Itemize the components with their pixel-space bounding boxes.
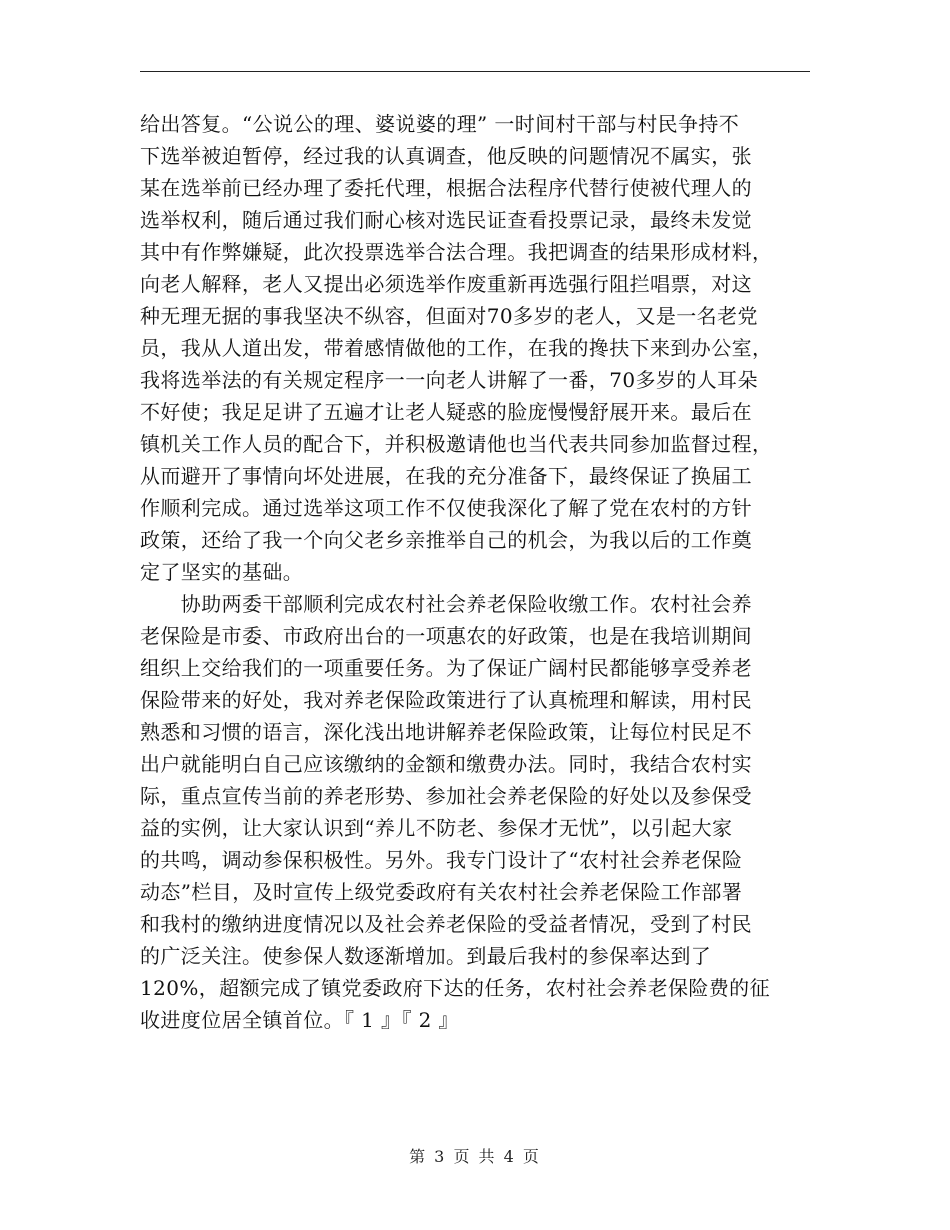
paragraph-start-line: 协助两委干部顺利完成农村社会养老保险收缴工作。农村社会养 <box>140 592 752 616</box>
text-line: 际，重点宣传当前的养老形势、参加社会养老保险的好处以及参保受 <box>140 784 752 808</box>
text-line: 种无理无据的事我坚决不纵容，但面对70多岁的老人，又是一名老党 <box>140 304 758 328</box>
text-line: 我将选举法的有关规定程序一一向老人讲解了一番，70多岁的人耳朵 <box>140 368 758 392</box>
text-line: 某在选举前已经办理了委托代理，根据合法程序代替行使被代理人的 <box>140 176 752 200</box>
text-line: 作顺利完成。通过选举这项工作不仅使我深化了解了党在农村的方针 <box>140 496 752 520</box>
text-line: 镇机关工作人员的配合下，并积极邀请他也当代表共同参加监督过程， <box>140 432 773 456</box>
text-line: 其中有作弊嫌疑，此次投票选举合法合理。我把调查的结果形成材料， <box>140 240 773 264</box>
text-line: 政策，还给了我一个向父老乡亲推举自己的机会，为我以后的工作奠 <box>140 528 752 552</box>
text-line: 和我村的缴纳进度情况以及社会养老保险的受益者情况，受到了村民 <box>140 912 752 936</box>
text-line: 熟悉和习惯的语言，深化浅出地讲解养老保险政策，让每位村民足不 <box>140 720 752 744</box>
text-line: 动态”栏目，及时宣传上级党委政府有关农村社会养老保险工作部署 <box>140 880 743 904</box>
text-line: 定了坚实的基础。 <box>140 560 304 584</box>
text-line: 员，我从人道出发，带着感情做他的工作，在我的搀扶下来到办公室， <box>140 336 773 360</box>
text-line: 选举权利，随后通过我们耐心核对选民证查看投票记录，最终未发觉 <box>140 208 752 232</box>
header-rule <box>140 71 810 72</box>
text-line: 组织上交给我们的一项重要任务。为了保证广阔村民都能够享受养老 <box>140 656 752 680</box>
text-line: 从而避开了事情向坏处进展，在我的充分准备下，最终保证了换届工 <box>140 464 752 488</box>
text-line: 给出答复。“公说公的理、婆说婆的理” 一时间村干部与村民争持不 <box>140 112 740 136</box>
text-line: 老保险是市委、市政府出台的一项惠农的好政策，也是在我培训期间 <box>140 624 752 648</box>
text-line: 出户就能明白自己应该缴纳的金额和缴费办法。同时，我结合农村实 <box>140 752 752 776</box>
page-number-footer: 第 3 页 共 4 页 <box>409 1147 541 1166</box>
text-line: 保险带来的好处，我对养老保险政策进行了认真梳理和解读，用村民 <box>140 688 752 712</box>
text-line: 的广泛关注。使参保人数逐渐增加。到最后我村的参保率达到了 <box>140 944 712 968</box>
document-body <box>140 108 820 1036</box>
text-line: 的共鸣，调动参保积极性。另外。我专门设计了“农村社会养老保险 <box>140 848 743 872</box>
text-line: 120%，超额完成了镇党委政府下达的任务，农村社会养老保险费的征 <box>140 976 770 1000</box>
text-line: 向老人解释，老人又提出必须选举作废重新再选强行阻拦唱票，对这 <box>140 272 752 296</box>
text-line: 益的实例，让大家认识到“养儿不防老、参保才无忧”，以引起大家 <box>140 816 733 840</box>
text-line: 收进度位居全镇首位。『 1 』『 2 』 <box>140 1008 459 1032</box>
text-line: 不好使；我足足讲了五遍才让老人疑惑的脸庞慢慢舒展开来。最后在 <box>140 400 752 424</box>
text-line: 下选举被迫暂停，经过我的认真调查，他反映的问题情况不属实，张 <box>140 144 752 168</box>
